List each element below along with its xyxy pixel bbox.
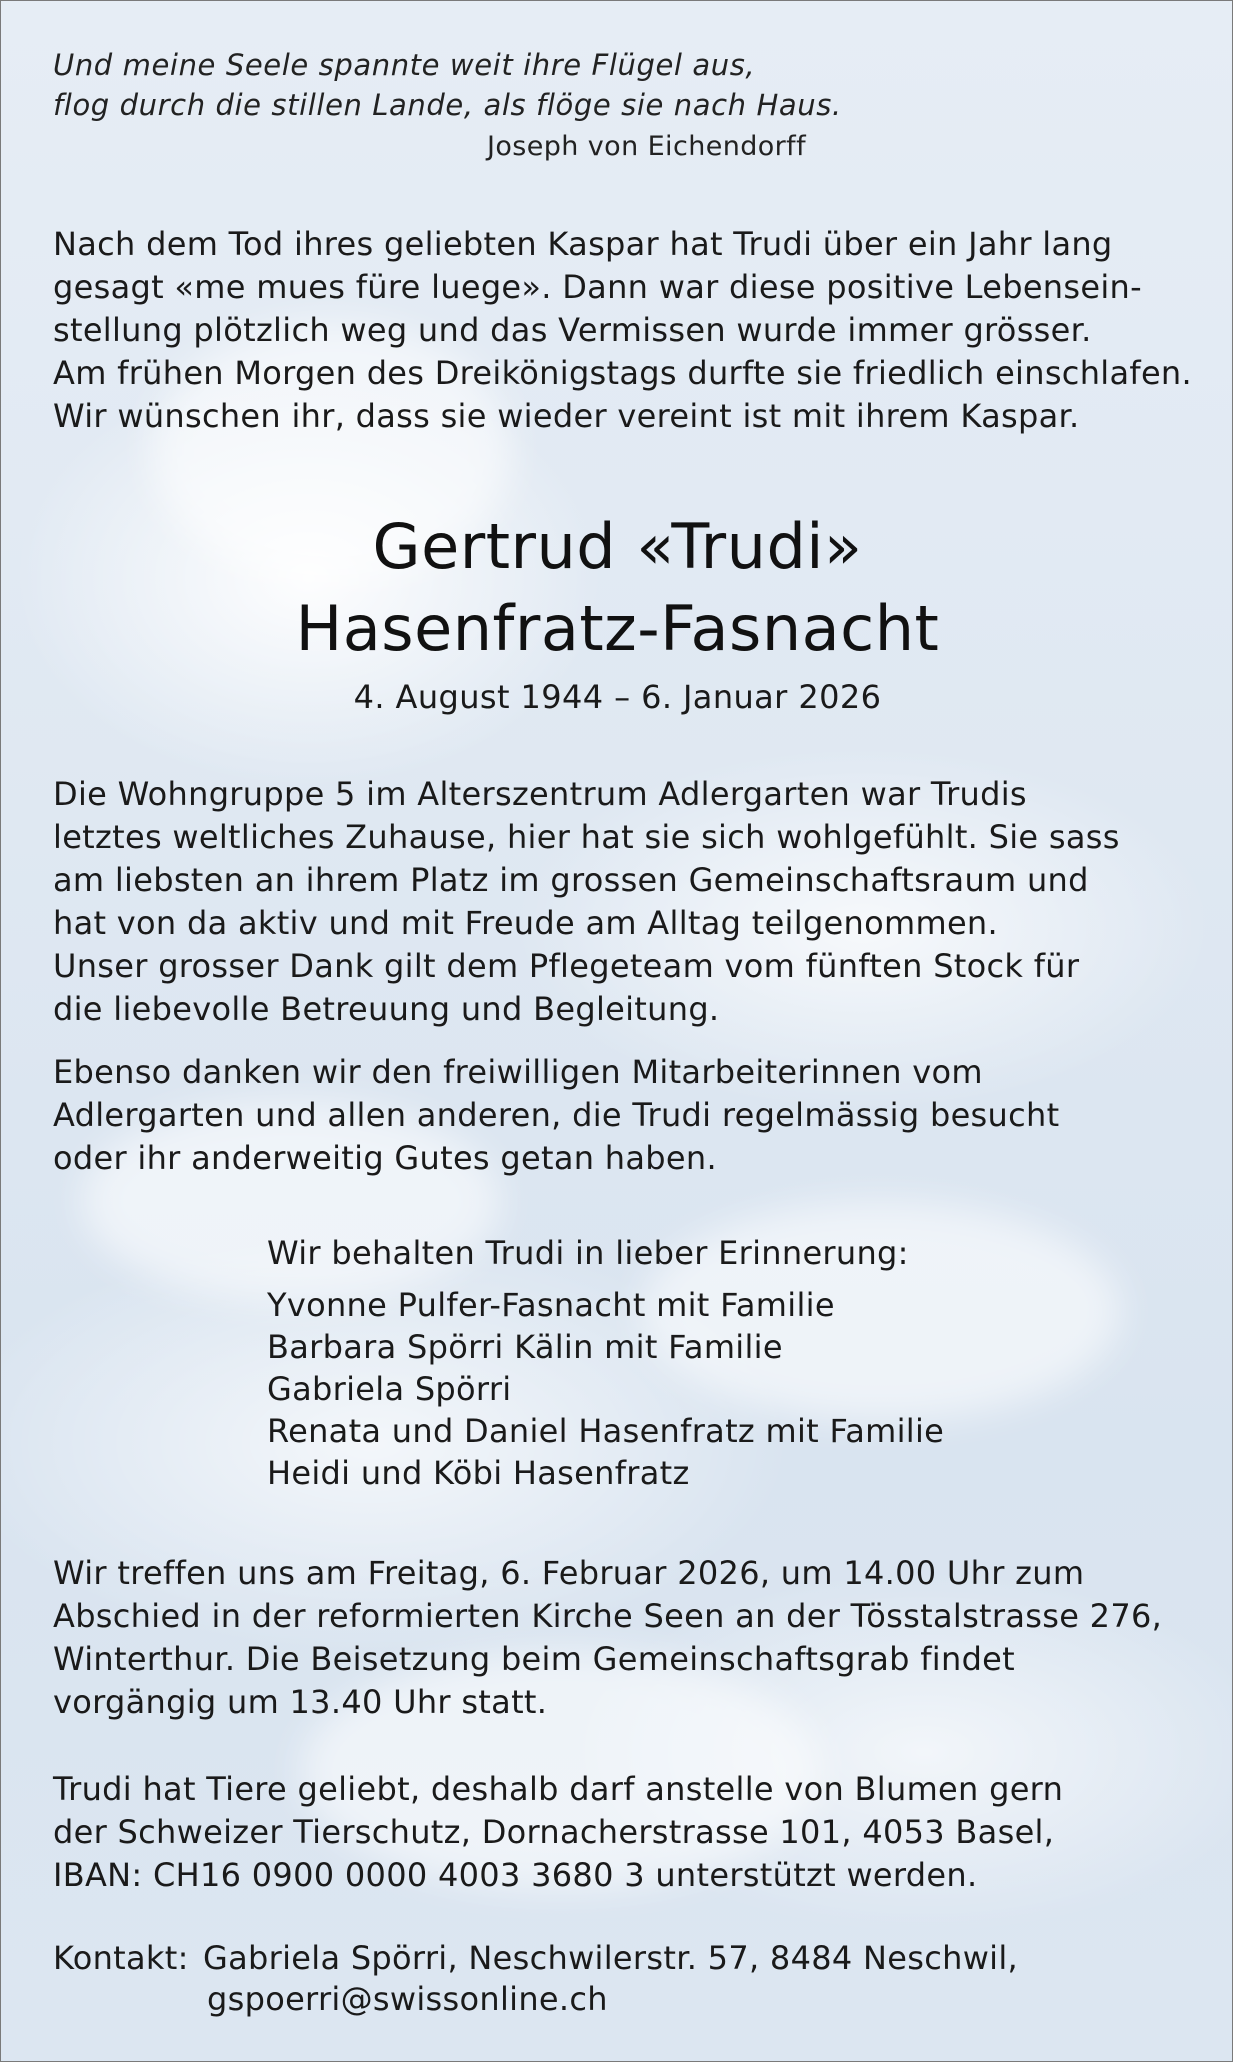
contact-line [53, 1936, 1018, 1980]
intro-paragraph: Nach dem Tod ihres geliebten Kaspar hat Trudi über ein Jahr lang gesagt «me mues füre luege». Dann war diese positive Lebensein- stellung plötzlich weg und das Vermissen wurde immer grösser. Am frühen Morgen des Dreikönigstags durfte sie friedlich einschlafen. Wir wünschen ihr, dass sie wieder vereint ist mit ihrem Kaspar. [53, 225, 1192, 435]
deceased-name-line1: Gertrud «Trudi» [372, 510, 863, 583]
donation-paragraph: Trudi hat Tiere geliebt, deshalb darf anstelle von Blumen gern der Schweizer Tierschutz, Dornacherstrasse 101, 4053 Basel, IBAN: CH16 0900 0000 4003 3680 3 unterstützt werden. [53, 1770, 1064, 1894]
mourner-name: Barbara Spörri Kälin mit Familie [267, 1328, 783, 1366]
quote-author: Joseph von Eichendorff [487, 131, 806, 162]
life-dates: 4. August 1944 – 6. Januar 2026 [353, 678, 882, 716]
ceremony-paragraph: Wir treffen uns am Freitag, 6. Februar 2026, um 14.00 Uhr zum Abschied in der reformierten Kirche Seen an der Tösstalstrasse 276, Winterthur. Die Beisetzung beim Gemeinschaftsgrab findet vorgängig um 13.40 Uhr statt. [53, 1554, 1163, 1721]
mourners-list [267, 1232, 944, 1494]
contact-address: Gabriela Spörri, Neschwilerstr. 57, 8484 Neschwil, [203, 1939, 1019, 1977]
poem-quote: Und meine Seele spannte weit ihre Flügel aus, flog durch die stillen Lande, als flöge sie nach Haus. [53, 48, 842, 122]
contact-label: Kontakt: [53, 1939, 189, 1977]
care-home-paragraph: Die Wohngruppe 5 im Alterszentrum Adlergarten war Trudis letztes weltliches Zuhause, hier hat sie sich wohlgefühlt. Sie sass am liebsten an ihrem Platz im grossen Gemeinschaftsraum und hat von da aktiv und mit Freude am Alltag teilgenommen. Unser grosser Dank gilt dem Pflegeteam vom fünften Stock für die liebevolle Betreuung und Begleitung. [53, 775, 1120, 1028]
contact-email: gspoerri@swissonline.ch [207, 1980, 608, 2018]
mourner-name: Yvonne Pulfer-Fasnacht mit Familie [267, 1286, 835, 1324]
mourner-name: Renata und Daniel Hasenfratz mit Familie [267, 1412, 945, 1450]
mourner-name: Gabriela Spörri [267, 1370, 512, 1408]
mourner-name: Heidi und Köbi Hasenfratz [267, 1454, 690, 1492]
thanks-paragraph: Ebenso danken wir den freiwilligen Mitarbeiterinnen vom Adlergarten und allen anderen, die Trudi regelmässig besucht oder ihr anderweitig Gutes getan haben. [53, 1053, 1060, 1177]
deceased-name-line2: Hasenfratz-Fasnacht [295, 592, 940, 665]
mourners-intro: Wir behalten Trudi in lieber Erinnerung: [267, 1234, 909, 1272]
